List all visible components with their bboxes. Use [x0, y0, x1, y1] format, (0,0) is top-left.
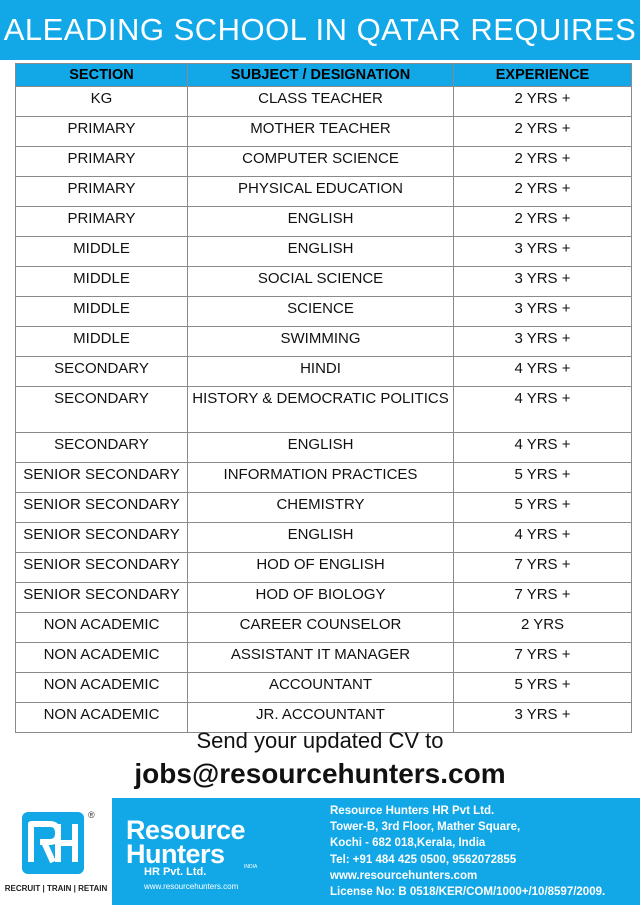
section-cell: SENIOR SECONDARY: [16, 463, 188, 493]
table-row: [16, 297, 632, 327]
column-header-subject: SUBJECT / DESIGNATION: [188, 64, 454, 87]
table-row: [16, 327, 632, 357]
subject-cell: INFORMATION PRACTICES: [188, 463, 454, 493]
section-cell: MIDDLE: [16, 327, 188, 357]
section-cell: NON ACADEMIC: [16, 613, 188, 643]
cta-text: Send your updated CV to: [196, 728, 444, 753]
brand-url[interactable]: www.resourcehunters.com: [144, 882, 239, 891]
experience-cell: 4 YRS +: [454, 357, 632, 387]
subject-cell: ASSISTANT IT MANAGER: [188, 643, 454, 673]
subject-cell: SCIENCE: [188, 297, 454, 327]
footer-blue-panel: [112, 798, 640, 905]
experience-cell: 2 YRS +: [454, 207, 632, 237]
table-row: [16, 673, 632, 703]
experience-cell: 4 YRS +: [454, 433, 632, 463]
subject-cell: ACCOUNTANT: [188, 673, 454, 703]
column-header-experience: EXPERIENCE: [454, 64, 632, 87]
section-cell: PRIMARY: [16, 207, 188, 237]
subject-cell: JR. ACCOUNTANT: [188, 703, 454, 733]
subject-cell: ENGLISH: [188, 433, 454, 463]
section-cell: NON ACADEMIC: [16, 703, 188, 733]
page-title: ALEADING SCHOOL IN QATAR REQUIRES: [3, 12, 637, 47]
table-row: [16, 267, 632, 297]
contact-block: [330, 803, 605, 900]
experience-cell: 5 YRS +: [454, 463, 632, 493]
experience-cell: 3 YRS +: [454, 703, 632, 733]
phone-line: Tel: +91 484 425 0500, 9562072855: [330, 853, 517, 866]
table-row: [16, 583, 632, 613]
column-header-section: SECTION: [16, 64, 188, 87]
section-cell: PRIMARY: [16, 177, 188, 207]
table-row: [16, 87, 632, 117]
section-cell: SECONDARY: [16, 433, 188, 463]
experience-cell: 5 YRS +: [454, 493, 632, 523]
brand-country: INDIA: [244, 864, 258, 870]
brand-name-line2: Hunters: [126, 839, 225, 869]
experience-cell: 2 YRS +: [454, 117, 632, 147]
table-body: [16, 87, 632, 733]
footer: [0, 798, 640, 905]
license-line: License No: B 0518/KER/COM/1000+/10/8597/2009.: [330, 886, 606, 899]
experience-cell: 4 YRS +: [454, 387, 632, 433]
section-cell: NON ACADEMIC: [16, 673, 188, 703]
brand-subtitle: HR Pvt. Ltd.: [144, 866, 207, 878]
table-row: [16, 117, 632, 147]
subject-cell: CLASS TEACHER: [188, 87, 454, 117]
experience-cell: 5 YRS +: [454, 673, 632, 703]
subject-cell: PHYSICAL EDUCATION: [188, 177, 454, 207]
section-cell: SECONDARY: [16, 357, 188, 387]
header-banner: [0, 0, 640, 60]
table-row: [16, 463, 632, 493]
logo-area: [0, 798, 112, 905]
section-cell: NON ACADEMIC: [16, 643, 188, 673]
rh-logo-icon: [22, 812, 84, 874]
table-row: [16, 147, 632, 177]
subject-cell: CHEMISTRY: [188, 493, 454, 523]
experience-cell: 2 YRS: [454, 613, 632, 643]
tagline: RECRUIT | TRAIN | RETAIN: [4, 884, 108, 893]
subject-cell: ENGLISH: [188, 237, 454, 267]
address-line1: Tower-B, 3rd Floor, Mather Square,: [330, 821, 521, 834]
company-name: Resource Hunters HR Pvt Ltd.: [330, 805, 495, 817]
subject-cell: COMPUTER SCIENCE: [188, 147, 454, 177]
experience-cell: 2 YRS +: [454, 177, 632, 207]
vacancy-table: [15, 63, 632, 733]
table-row: [16, 387, 632, 433]
table-row: [16, 523, 632, 553]
section-cell: MIDDLE: [16, 297, 188, 327]
subject-cell: MOTHER TEACHER: [188, 117, 454, 147]
brand-name-line1: Resource: [126, 815, 246, 845]
subject-cell: HOD OF BIOLOGY: [188, 583, 454, 613]
table-row: [16, 553, 632, 583]
table-row: [16, 357, 632, 387]
subject-cell: HINDI: [188, 357, 454, 387]
experience-cell: 7 YRS +: [454, 553, 632, 583]
section-cell: SENIOR SECONDARY: [16, 493, 188, 523]
website-link[interactable]: www.resourcehunters.com: [330, 869, 478, 882]
registered-mark: ®: [88, 810, 95, 820]
section-cell: PRIMARY: [16, 147, 188, 177]
subject-cell: HOD OF ENGLISH: [188, 553, 454, 583]
address-line2: Kochi - 682 018,Kerala, India: [330, 837, 486, 850]
table-row: [16, 433, 632, 463]
experience-cell: 2 YRS +: [454, 87, 632, 117]
section-cell: MIDDLE: [16, 237, 188, 267]
table-row: [16, 177, 632, 207]
section-cell: SENIOR SECONDARY: [16, 583, 188, 613]
table-row: [16, 613, 632, 643]
subject-cell: SOCIAL SCIENCE: [188, 267, 454, 297]
section-cell: MIDDLE: [16, 267, 188, 297]
experience-cell: 7 YRS +: [454, 583, 632, 613]
experience-cell: 4 YRS +: [454, 523, 632, 553]
section-cell: SECONDARY: [16, 387, 188, 433]
experience-cell: 7 YRS +: [454, 643, 632, 673]
section-cell: KG: [16, 87, 188, 117]
contact-email-link[interactable]: jobs@resourcehunters.com: [134, 758, 506, 789]
subject-cell: CAREER COUNSELOR: [188, 613, 454, 643]
table-row: [16, 237, 632, 267]
subject-cell: HISTORY & DEMOCRATIC POLITICS: [188, 387, 454, 433]
table-header-row: [16, 64, 632, 87]
experience-cell: 3 YRS +: [454, 297, 632, 327]
experience-cell: 2 YRS +: [454, 147, 632, 177]
section-cell: PRIMARY: [16, 117, 188, 147]
subject-cell: ENGLISH: [188, 207, 454, 237]
experience-cell: 3 YRS +: [454, 267, 632, 297]
experience-cell: 3 YRS +: [454, 237, 632, 267]
table-row: [16, 207, 632, 237]
subject-cell: SWIMMING: [188, 327, 454, 357]
table-row: [16, 643, 632, 673]
experience-cell: 3 YRS +: [454, 327, 632, 357]
subject-cell: ENGLISH: [188, 523, 454, 553]
section-cell: SENIOR SECONDARY: [16, 523, 188, 553]
section-cell: SENIOR SECONDARY: [16, 553, 188, 583]
table-row: [16, 493, 632, 523]
